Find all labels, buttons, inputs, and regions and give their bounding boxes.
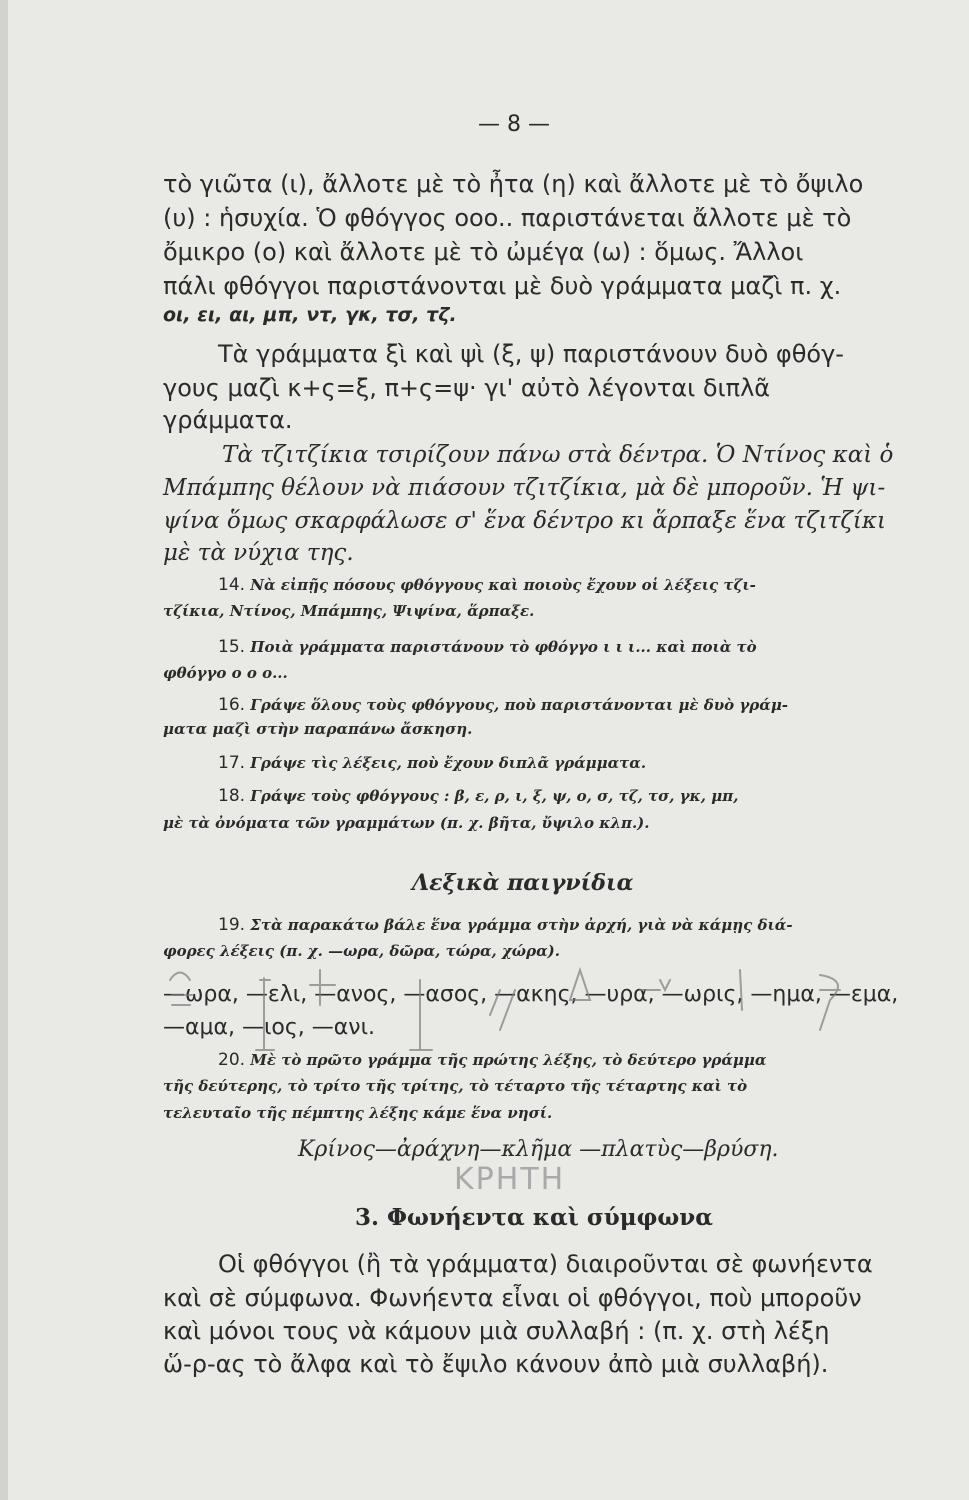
exercise-number: 16. xyxy=(218,695,246,715)
exercise-17 xyxy=(218,753,646,773)
word-fragments-line: —αμα, —ιος, —ανι. xyxy=(163,1015,376,1040)
exercise-18 xyxy=(218,786,738,806)
paragraph-1-line: ὄμικρο (ο) καὶ ἄλλοτε μὲ τὸ ὠμέγα (ω) : ὅμως. Ἄλλοι xyxy=(163,238,804,266)
paragraph-2-line: γους μαζὶ κ+ς=ξ, π+ς=ψ· γι' αὐτὸ λέγονται διπλᾶ xyxy=(163,374,771,402)
reading-line: μὲ τὰ νύχια της. xyxy=(163,540,354,566)
page-number: — 8 — xyxy=(478,112,550,137)
exercise-19-cont: φορες λέξεις (π. χ. —ωρα, δῶρα, τώρα, χώρα). xyxy=(163,942,560,960)
exercise-number: 19. xyxy=(218,915,246,935)
reading-line: Μπάμπης θέλουν νὰ πιάσουν τζιτζίκια, μὰ δὲ μποροῦν. Ἡ ψι- xyxy=(163,475,886,501)
exercise-text: Μὲ τὸ πρῶτο γράμμα τῆς πρώτης λέξης, τὸ δεύτερο γράμμα xyxy=(250,1051,767,1069)
paragraph-1-line: πάλι φθόγγοι παριστάνονται μὲ δυὸ γράμματα μαζὶ π. χ. xyxy=(163,272,842,300)
exercise-15 xyxy=(218,637,757,657)
final-paragraph-line: καὶ μόνοι τους νὰ κάμουν μιὰ συλλαβή : (π. χ. στὴ λέξη xyxy=(163,1317,830,1345)
exercise-number: 20. xyxy=(218,1050,246,1070)
handwritten-answer: ΚΡΗΤΗ xyxy=(454,1162,566,1197)
exercise-16 xyxy=(218,695,788,715)
exercise-text: Γράψε ὅλους τοὺς φθόγγους, ποὺ παριστάνονται μὲ δυὸ γράμ- xyxy=(250,696,789,714)
exercise-19 xyxy=(218,915,793,935)
exercise-20-cont: τελευταῖο τῆς πέμπτης λέξης κάμε ἕνα νησί. xyxy=(163,1104,553,1122)
paragraph-1-line: (υ) : ἡσυχία. Ὁ φθόγγος ooo.. παριστάνεται ἄλλοτε μὲ τὸ xyxy=(163,204,852,232)
exercise-text: Στὰ παρακάτω βάλε ἕνα γράμμα στὴν ἀρχή, γιὰ νὰ κάμῃς διά- xyxy=(250,916,793,934)
paragraph-1-line: τὸ γιῶτα (ι), ἄλλοτε μὲ τὸ ἦτα (η) καὶ ἄλλοτε μὲ τὸ ὄψιλο xyxy=(163,170,864,198)
scribble-label: ΣΙ ΚΤΙ ΑΣ ΔΣΧΡ xyxy=(275,1050,283,1051)
island-clue-words: Κρίνος—ἀράχνη—κλῆμα —πλατὺς—βρύση. xyxy=(298,1137,779,1162)
page-edge-shadow xyxy=(0,0,8,1500)
reading-line: ψίνα ὅμως σκαρφάλωσε σ' ἕνα δέντρο κι ἅρπαξε ἕνα τζιτζίκι xyxy=(163,508,886,534)
exercise-16-cont: ματα μαζὶ στὴν παραπάνω ἄσκηση. xyxy=(163,720,473,738)
exercise-text: Γράψε τὶς λέξεις, ποὺ ἔχουν διπλᾶ γράμματα. xyxy=(250,754,647,772)
exercise-text: Νὰ εἰπῇς πόσους φθόγγους καὶ ποιοὺς ἔχουν οἱ λέξεις τζι- xyxy=(250,576,756,594)
exercise-number: 18. xyxy=(218,786,246,806)
final-paragraph-line: ὥ-ρ-ας τὸ ἄλφα καὶ τὸ ἔψιλο κάνουν ἀπὸ μιὰ συλλαβή). xyxy=(163,1350,829,1378)
reading-line: Τὰ τζιτζίκια τσιρίζουν πάνω στὰ δέντρα. Ὁ Ντίνος καὶ ὁ xyxy=(222,442,894,468)
exercise-15-cont: φθόγγο ο ο ο... xyxy=(163,664,288,682)
exercise-text: Γράψε τοὺς φθόγγους : β, ε, ρ, ι, ξ, ψ, ο, σ, τζ, τσ, γκ, μπ, xyxy=(250,787,739,805)
word-fragments-line: —ωρα, —ελι, —ανος, —ασος, —ακης, —υρα, —ωρις, —ημα, —εμα, xyxy=(163,982,899,1007)
exercise-text: Ποιὰ γράμματα παριστάνουν τὸ φθόγγο ι ι ι... καὶ ποιὰ τὸ xyxy=(250,638,757,656)
final-paragraph-line: καὶ σὲ σύμφωνα. Φωνήεντα εἶναι οἱ φθόγγοι, ποὺ μποροῦν xyxy=(163,1284,862,1312)
exercise-number: 17. xyxy=(218,753,246,773)
paragraph-2-line: Τὰ γράμματα ξὶ καὶ ψὶ (ξ, ψ) παριστάνουν δυὸ φθόγ- xyxy=(218,340,844,368)
pencil-scribble xyxy=(160,950,860,1070)
paragraph-1-line: οι, ει, αι, μπ, ντ, γκ, τσ, τζ. xyxy=(163,304,457,326)
exercise-18-cont: μὲ τὰ ὀνόματα τῶν γραμμάτων (π. χ. βῆτα, ὔψιλο κλπ.). xyxy=(163,814,650,832)
exercise-14-cont: τζίκια, Ντίνος, Μπάμπης, Ψιψίνα, ἅρπαξε. xyxy=(163,602,535,620)
exercise-20-cont: τῆς δεύτερης, τὸ τρίτο τῆς τρίτης, τὸ τέταρτο τῆς τέταρτης καὶ τὸ xyxy=(163,1077,748,1095)
heading-word-games: Λεξικὰ παιγνίδια xyxy=(412,870,634,896)
section-heading: 3. Φωνήεντα καὶ σύμφωνα xyxy=(355,1204,713,1231)
exercise-14 xyxy=(218,575,756,595)
paragraph-2-line: γράμματα. xyxy=(163,406,293,434)
final-paragraph-line: Οἱ φθόγγοι (ἢ τὰ γράμματα) διαιροῦνται σὲ φωνήεντα xyxy=(218,1250,873,1278)
exercise-number: 14. xyxy=(218,575,246,595)
exercise-number: 15. xyxy=(218,637,246,657)
